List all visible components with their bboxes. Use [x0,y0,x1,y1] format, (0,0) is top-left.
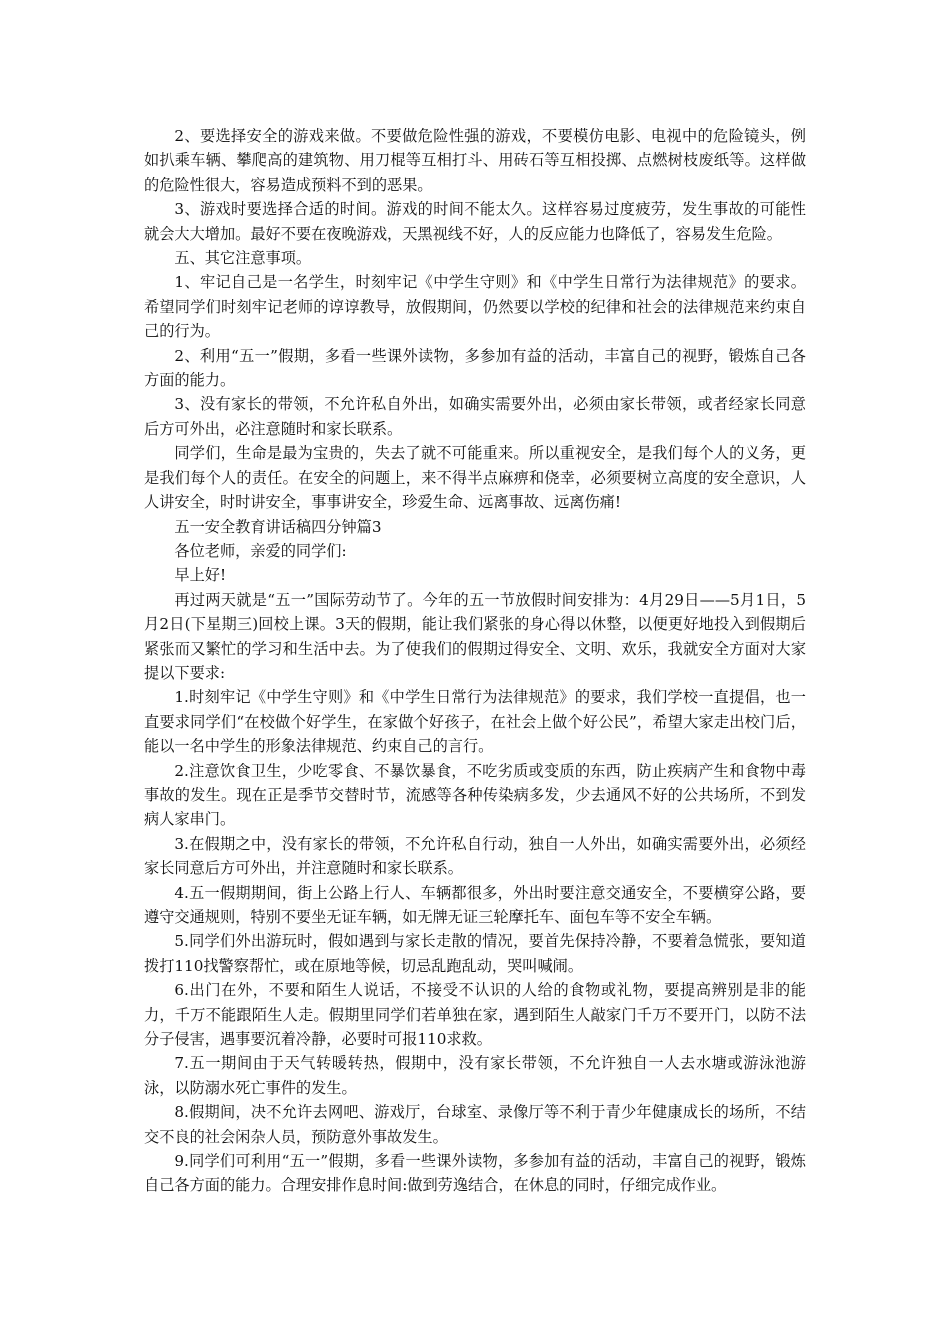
list-item-2: 2.注意饮食卫生，少吃零食、不暴饮暴食，不吃劣质或变质的东西，防止疾病产生和食物中毒事故的发生。现在正是季节交替时节，流感等各种传染病多发，少去通风不好的公共场所，不到发病人家串门。 [144,761,806,829]
greeting: 早上好! [174,566,227,585]
paragraph-use-holiday: 2、利用“五一”假期，多看一些课外读物，多参加有益的活动，丰富自己的视野，锻炼自己各方面的能力。 [144,346,806,390]
paragraph-holiday-schedule: 再过两天就是“五一”国际劳动节了。今年的五一节放假时间安排为：4月29日——5月1日，5月2日(下星期三)回校上课。3天的假期，能让我们紧张的身心得以休整，以便更好地投入到假期后紧张而又繁忙的学习和生活中去。为了使我们的假期过得安全、文明、欢乐，我就安全方面对大家提以下要求: [144,590,806,682]
paragraph-no-going-out-alone: 3、没有家长的带领，不允许私自外出，如确实需要外出，必须由家长带领，或者经家长同意后方可外出，必注意随时和家长联系。 [144,395,806,438]
paragraph-life-precious: 同学们，生命是最为宝贵的，失去了就不可能重来。所以重视安全，是我们每个人的义务，更是我们每个人的责任。在安全的问题上，来不得半点麻痹和侥幸，必须要树立高度的安全意识，人人讲安全，时时讲安全，事事讲安全，珍爱生命、远离事故、远离伤痛! [144,444,806,512]
list-item-3: 3.在假期之中，没有家长的带领，不允许私自行动，独自一人外出，如确实需要外出，必须经家长同意后方可外出，并注意随时和家长联系。 [144,834,806,878]
list-item-1: 1.时刻牢记《中学生守则》和《中学生日常行为法律规范》的要求，我们学校一直提倡，也一直要求同学们“在校做个好学生，在家做个好孩子，在社会上做个好公民”，希望大家走出校门后，能以一名中学生的形象法律规范、约束自己的言行。 [144,688,806,756]
article-title: 五一安全教育讲话稿四分钟篇3 [174,517,382,536]
list-item-4: 4.五一假期期间，街上公路上行人、车辆都很多，外出时要注意交通安全，不要横穿公路，要遵守交通规则，特别不要坐无证车辆，如无牌无证三轮摩托车、面包车等不安全车辆。 [144,883,806,926]
list-item-7: 7.五一期间由于天气转暖转热，假期中，没有家长带领，不允许独自一人去水塘或游泳池游泳，以防溺水死亡事件的发生。 [144,1054,806,1097]
list-item-8: 8.假期间，决不允许去网吧、游戏厅，台球室、录像厅等不利于青少年健康成长的场所，不结交不良的社会闲杂人员，预防意外事故发生。 [144,1103,806,1146]
paragraph-game-time: 3、游戏时要选择合适的时间。游戏的时间不能太久。这样容易过度疲劳，发生事故的可能性就会大大增加。最好不要在夜晚游戏，天黑视线不好，人的反应能力也降低了，容易发生危险。 [144,200,806,243]
document-body [144,124,806,1198]
paragraph-safe-games: 2、要选择安全的游戏来做。不要做危险性强的游戏，不要模仿电影、电视中的危险镜头，例如扒乘车辆、攀爬高的建筑物、用刀棍等互相打斗、用砖石等互相投掷、点燃树枝废纸等。这样做的危险性很大，容易造成预料不到的恶果。 [144,127,806,194]
paragraph-remember-student: 1、牢记自己是一名学生，时刻牢记《中学生守则》和《中学生日常行为法律规范》的要求。希望同学们时刻牢记老师的谆谆教导，放假期间，仍然要以学校的纪律和社会的法律规范来约束自己的行为。 [144,273,806,341]
list-item-6: 6.出门在外，不要和陌生人说话，不接受不认识的人给的食物或礼物，要提高辨别是非的能力，千万不能跟陌生人走。假期里同学们若单独在家，遇到陌生人敲家门千万不要开门，以防不法分子侵害，遇事要沉着冷静，必要时可报110求救。 [144,981,806,1049]
salutation: 各位老师，亲爱的同学们: [174,541,347,560]
list-item-5: 5.同学们外出游玩时，假如遇到与家长走散的情况，要首先保持冷静，不要着急慌张，要知道拨打110找警察帮忙，或在原地等候，切忌乱跑乱动，哭叫喊闹。 [144,932,806,975]
section-heading-other-notes: 五、其它注意事项。 [174,249,312,268]
list-item-9: 9.同学们可利用“五一”假期，多看一些课外读物，多参加有益的活动，丰富自己的视野，锻炼自己各方面的能力。合理安排作息时间:做到劳逸结合，在休息的同时，仔细完成作业。 [144,1152,806,1195]
